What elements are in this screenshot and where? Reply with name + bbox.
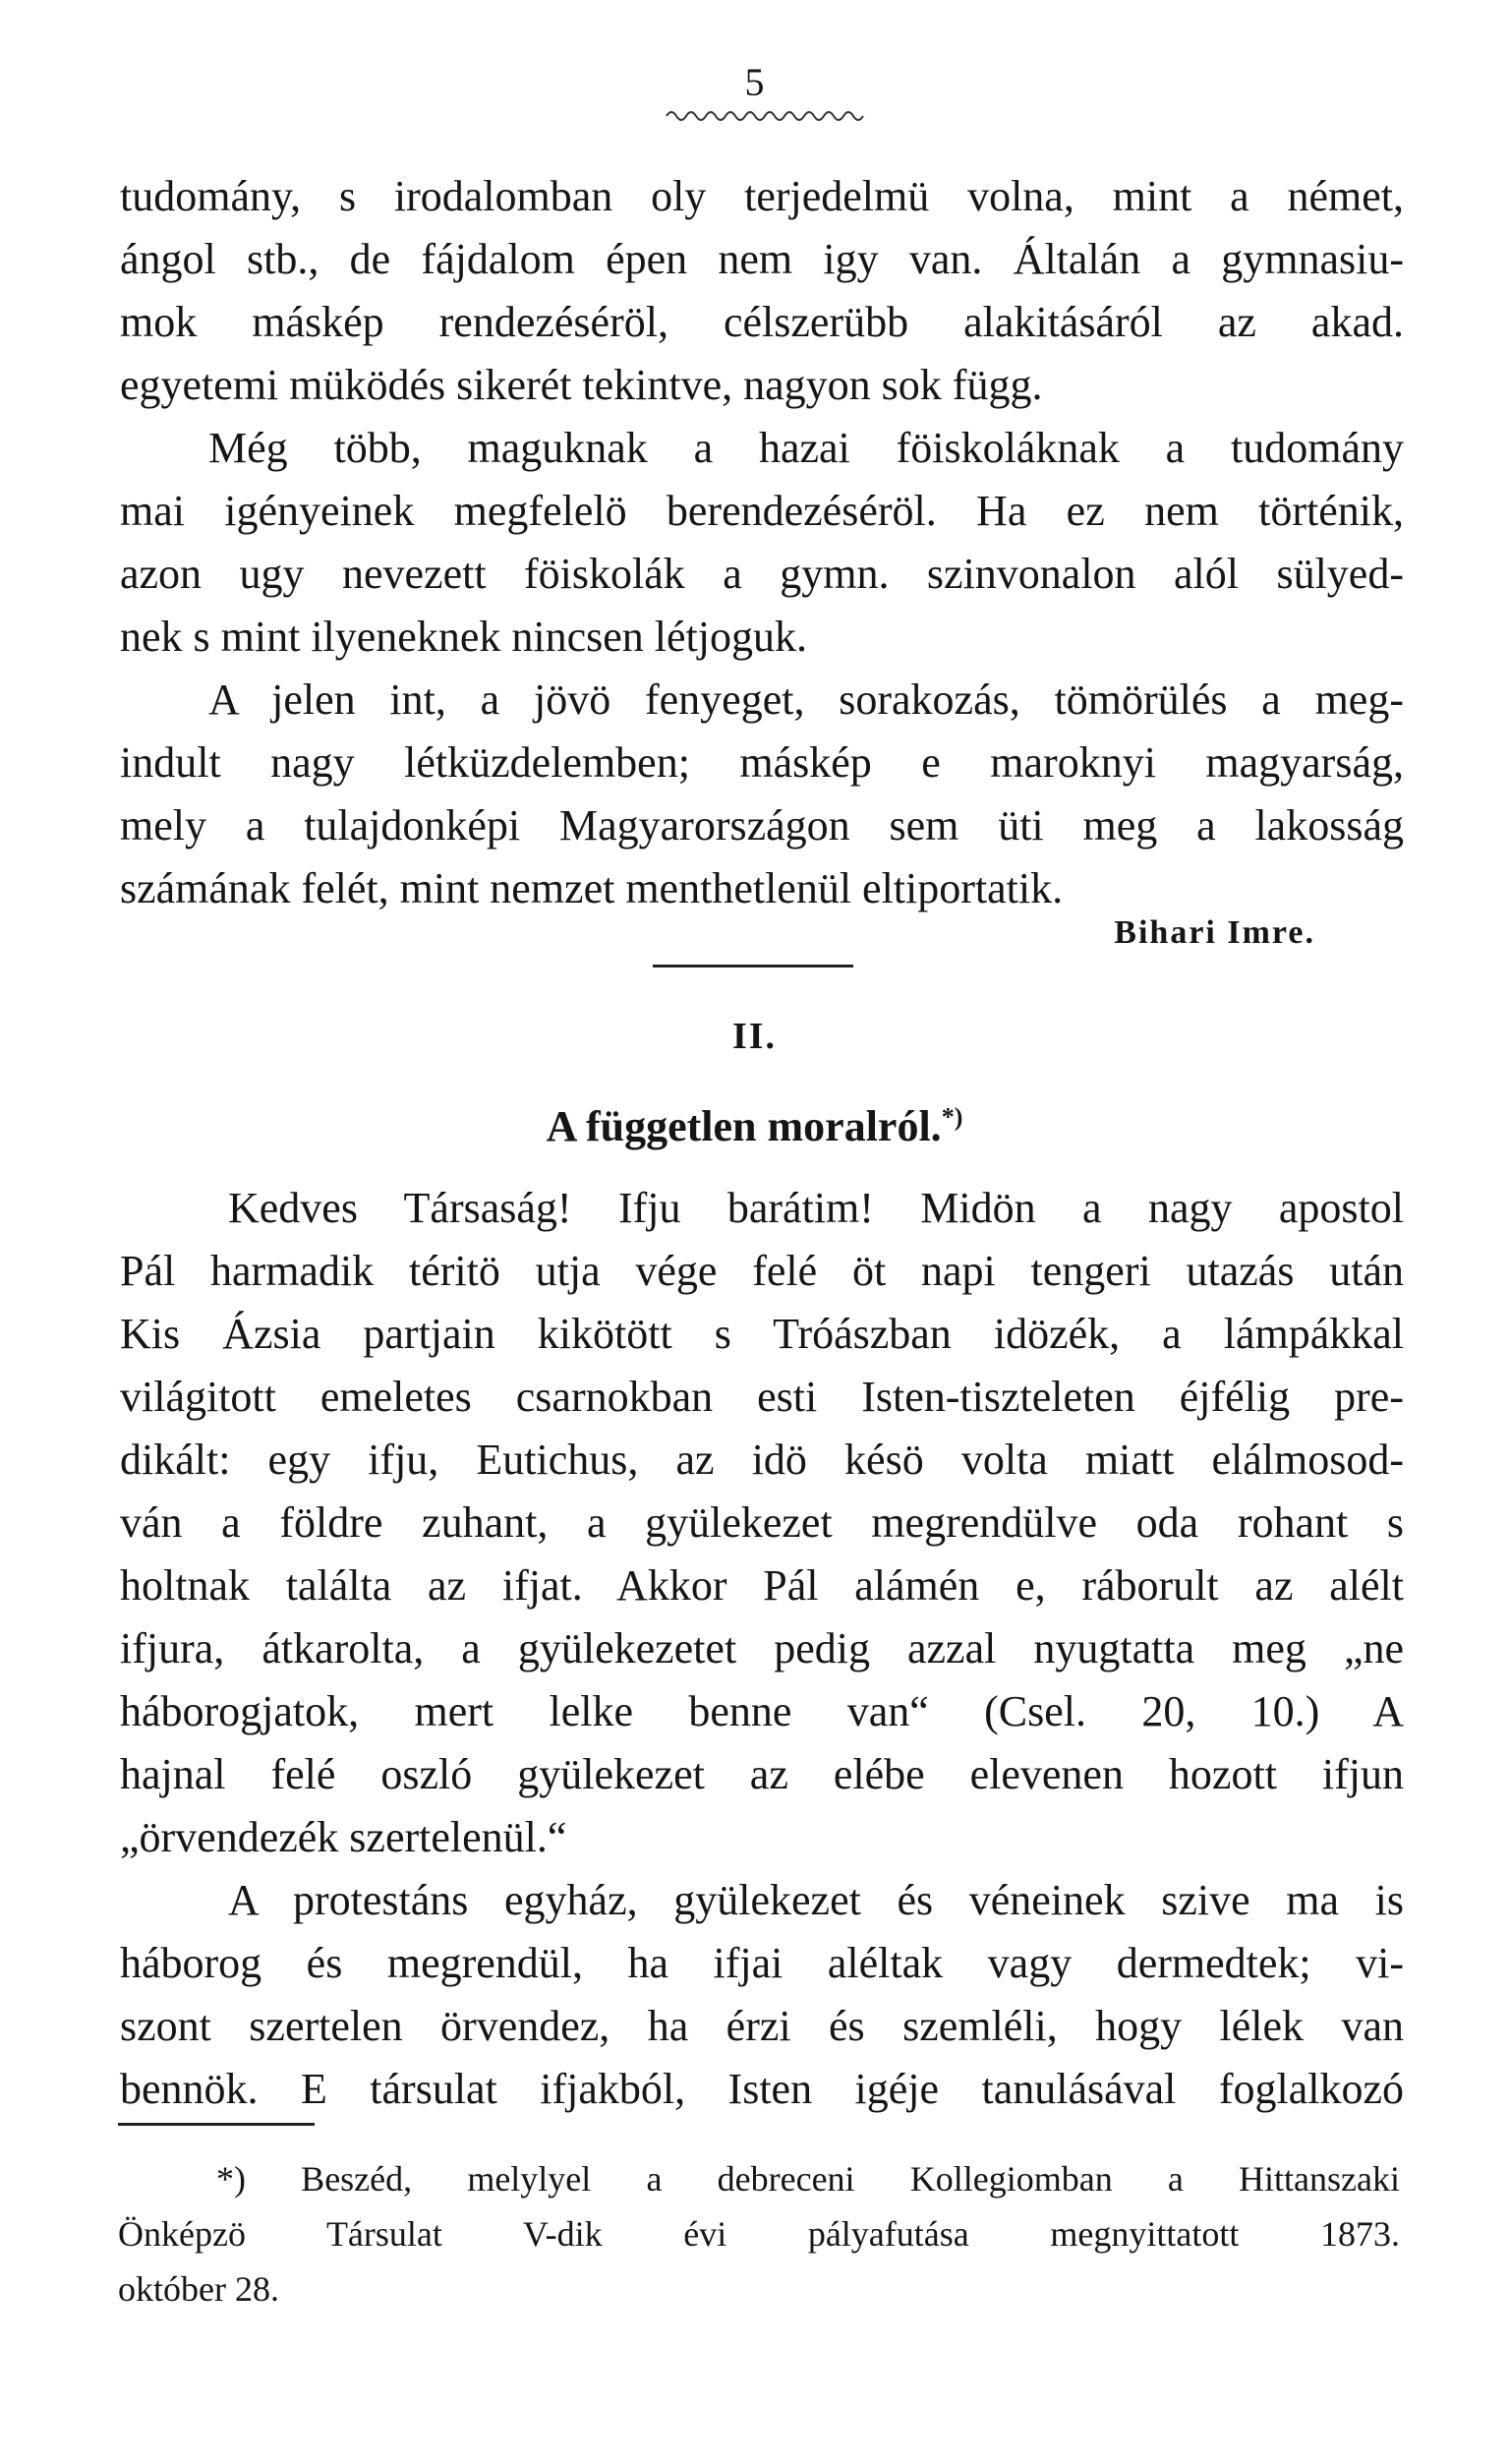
section-title-text: A független moralról. [546, 1102, 942, 1150]
text-line: Pál harmadik téritö utja vége felé öt napi tengeri utazás után [120, 1247, 1404, 1295]
text-line: tudomány, s irodalomban oly terjedelmü volna, mint a német, [120, 172, 1404, 220]
text-line: mok máskép rendezéséröl, célszerübb alakitásáról az akad. [120, 298, 1404, 346]
text-line: világitott emeletes csarnokban esti Isten-tiszteleten éjfélig pre- [120, 1373, 1404, 1421]
author-signature: Bihari Imre. [1114, 914, 1315, 951]
text-line: A jelen int, a jövö fenyeget, sorakozás, tömörülés a meg- [208, 675, 1404, 724]
section-two-text [120, 1177, 1404, 2121]
text-line: háborogjatok, mert lelke benne van“ (Csel. 20, 10.) A [120, 1687, 1404, 1735]
page-number-ornament [665, 106, 871, 126]
text-line: ifjura, átkarolta, a gyülekezetet pedig azzal nyugtatta meg „ne [120, 1624, 1404, 1672]
text-line: Kedves Társaság! Ifju barátim! Midön a nagy apostol [228, 1184, 1404, 1232]
text-line: egyetemi müködés sikerét tekintve, nagyon sok függ. [120, 361, 1043, 409]
footnote-line: október 28. [118, 2269, 279, 2309]
text-line: mai igényeinek megfelelö berendezéséröl. Ha ez nem történik, [120, 487, 1404, 535]
page-number: 5 [744, 60, 765, 104]
text-line: A protestáns egyház, gyülekezet és véneinek szive ma is [228, 1876, 1404, 1924]
text-line: dikált: egy ifju, Eutichus, az idö késö volta miatt elálmosod- [120, 1436, 1404, 1484]
section-title [0, 1101, 1509, 1151]
footnote-marker: *) [941, 1102, 963, 1132]
text-line: ván a földre zuhant, a gyülekezet megrendülve oda rohant s [120, 1498, 1404, 1547]
text-line: bennök. E társulat ifjakból, Isten igéje tanulásával foglalkozó [120, 2065, 1404, 2113]
text-line: ángol stb., de fájdalom épen nem igy van. Általán a gymnasiu- [120, 235, 1404, 283]
section-one-text [120, 165, 1404, 920]
footnote-line: *) Beszéd, melylyel a debreceni Kollegiomban a Hittanszaki [216, 2159, 1400, 2199]
text-line: Még több, maguknak a hazai föiskoláknak a tudomány [208, 424, 1404, 472]
text-line: számának felét, mint nemzet menthetlenül eltiportatik. [120, 864, 1064, 912]
text-line: hajnal felé oszló gyülekezet az elébe elevenen hozott ifjun [120, 1750, 1404, 1798]
section-divider [653, 965, 853, 968]
text-line: nek s mint ilyeneknek nincsen létjoguk. [120, 613, 807, 661]
text-line: háborog és megrendül, ha ifjai aléltak vagy dermedtek; vi- [120, 1939, 1404, 1987]
text-line: mely a tulajdonképi Magyarországon sem üti meg a lakosság [120, 801, 1404, 850]
text-line: indult nagy létküzdelemben; máskép e maroknyi magyarság, [120, 738, 1404, 787]
section-number: II. [731, 1016, 778, 1057]
footnote [118, 2151, 1400, 2317]
text-line: azon ugy nevezett föiskolák a gymn. szinvonalon alól sülyed- [120, 550, 1404, 598]
text-line: „örvendezék szertelenül.“ [120, 1813, 567, 1861]
footnote-divider [118, 2123, 315, 2126]
footnote-line: Önképzö Társulat V-dik évi pályafutása megnyittatott 1873. [118, 2214, 1400, 2254]
text-line: szont szertelen örvendez, ha érzi és szemléli, hogy lélek van [120, 2002, 1404, 2050]
text-line: holtnak találta az ifjat. Akkor Pál alámén e, ráborult az alélt [120, 1561, 1404, 1610]
text-line: Kis Ázsia partjain kikötött s Tróászban idözék, a lámpákkal [120, 1310, 1404, 1358]
